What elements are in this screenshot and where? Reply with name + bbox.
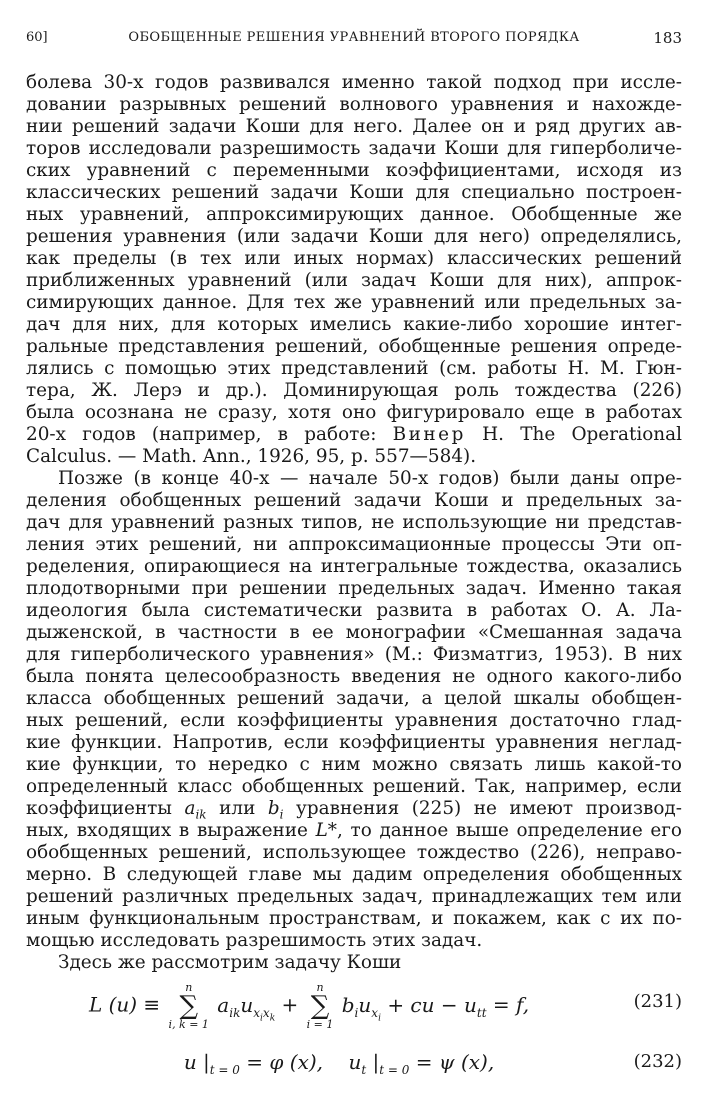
equation-number-231: (231) (633, 991, 682, 1012)
text-line: класса обобщенных решений задачи, а целой шкалы обобщен- (26, 688, 682, 709)
text-fragment: коэффициенты (26, 798, 172, 819)
equation-number-232: (232) (633, 1051, 682, 1072)
page-number: 183 (653, 29, 682, 47)
section-number: 60] (26, 30, 48, 45)
text-line: ральные представления решений, обобщенные решения опреде- (26, 336, 682, 357)
text-line: как пределы (в тех или иных нормах) классических решений (26, 248, 682, 269)
text-line-citation (26, 424, 682, 446)
text-line: обобщенных решений, использующее тождество (226), неправо- (26, 842, 682, 863)
text-line: мощью исследовать разрешимость этих задач. (26, 930, 483, 951)
text-line: ских уравнений с переменными коэффициентами, исходя из (26, 160, 682, 181)
text-fragment: или (219, 798, 256, 819)
text-fragment: уравнения (225) не имеют производ- (296, 798, 682, 819)
text-line: кие функции, то нередко с ним можно связать лишь какой-то (26, 754, 682, 775)
author-name-spaced: Винер (392, 424, 466, 445)
text-line: ределения, опирающиеся на интегральные тождества, оказались (26, 556, 682, 577)
text-line: дач для уравнений разных типов, не использующие ни представ- (26, 512, 682, 533)
text-line: плодотворными при решении предельных задач. Именно такая (26, 578, 682, 599)
text-line: была понята целесообразность введения не одного какого-либо (26, 666, 682, 687)
citation-title: Н. The Operational (482, 424, 682, 445)
math-b-i: $b_i$ (267, 798, 284, 820)
text-line: решений различных предельных задач, принадлежащих тем или (26, 886, 682, 907)
text-line-paragraph-start: Здесь же рассмотрим задачу Коши (58, 952, 402, 973)
math-a-ik: $a_{ik}$ (184, 798, 207, 820)
text-line: для гиперболического уравнения» (М.: Физматгиз, 1953). В них (26, 644, 682, 665)
text-line-paragraph-start: Позже (в конце 40-х — начале 50-х годов) были даны опре- (58, 468, 682, 489)
text-line: лялись с помощью этих представлений (см. работы Н. М. Гюн- (26, 358, 682, 379)
text-line: кие функции. Напротив, если коэффициенты уравнения неглад- (26, 732, 682, 753)
text-line: довании разрывных решений волнового уравнения и нахожде- (26, 94, 682, 115)
running-title: ОБОБЩЕННЫЕ РЕШЕНИЯ УРАВНЕНИЙ ВТОРОГО ПОРЯДКА (128, 30, 580, 45)
equation-232 (26, 1042, 682, 1082)
sum-symbol-2: n ∑ i = 1 (306, 981, 334, 1031)
text-line: Calculus. — Math. Ann., 1926, 95, p. 557—584). (26, 446, 477, 467)
text-line: ных решений, если коэффициенты уравнения достаточно глад- (26, 710, 682, 731)
citation-lead: 20-х годов (например, в работе: (26, 424, 377, 445)
text-line-with-operator (26, 820, 682, 842)
equation-232-formula: u $|_{t = 0} = \varphi$ (x), $u_t$ $|_{t = 0} = \psi$ (x), (183, 1050, 495, 1077)
text-line: классических решений задачи Коши для специально построен- (26, 182, 682, 203)
text-line: деления обобщенных решений задачи Коши и предельных за- (26, 490, 682, 511)
text-line: иным функциональным пространствам, и покажем, как с их по- (26, 908, 682, 929)
text-line: была осознана не сразу, хотя оно фигурировало еще в работах (26, 402, 682, 423)
text-line: ления этих решений, ни аппроксимационные процессы Эти оп- (26, 534, 682, 555)
eq-lhs: L (u) ≡ (88, 992, 161, 1017)
text-line: определенный класс обобщенных решений. Так, например, если (26, 776, 682, 797)
text-line: симирующих данное. Для тех же уравнений или предельных за- (26, 292, 682, 313)
text-line: тера, Ж. Лерэ и др.). Доминирующая роль тождества (226) (26, 380, 682, 401)
equation-231-formula: L (u) ≡ n ∑ i, k = 1 $a_{ik}u_{x_ix_k}$ + n ∑ i = 1 $b_iu_{x_i}$ + cu − $u_{tt} = f$, (88, 981, 530, 1031)
text-line-with-coefficients (26, 798, 682, 820)
equation-231 (26, 981, 682, 1031)
running-header (26, 26, 682, 50)
text-line: нии решений задачи Коши для него. Далее он и ряд других ав- (26, 116, 682, 137)
text-line: мерно. В следующей главе мы дадим определения обобщенных (26, 864, 682, 885)
text-line: приближенных уравнений (или задач Коши для них), аппрок- (26, 270, 682, 291)
text-fragment: ных, входящих в выражение (26, 820, 308, 841)
text-line: болева 30-х годов развивался именно такой подход при иссле- (26, 72, 682, 93)
text-line: решения уравнения (или задачи Коши для него) определялись, (26, 226, 682, 247)
main-text (26, 72, 682, 974)
sum-symbol-1: n ∑ i, k = 1 (168, 981, 209, 1031)
text-line: идеология была систематически развита в работах О. А. Ла- (26, 600, 682, 621)
text-line: дыженской, в частности в ее монографии «Смешанная задача (26, 622, 682, 643)
math-L-star: L* (315, 820, 337, 841)
text-fragment: , то данное выше определение его (337, 820, 682, 841)
text-line: торов исследовали разрешимость задачи Коши для гиперболиче- (26, 138, 682, 159)
text-line: ных уравнений, аппроксимирующих данное. Обобщенные же (26, 204, 682, 225)
text-line: дач для них, для которых имелись какие-либо хорошие интег- (26, 314, 682, 335)
